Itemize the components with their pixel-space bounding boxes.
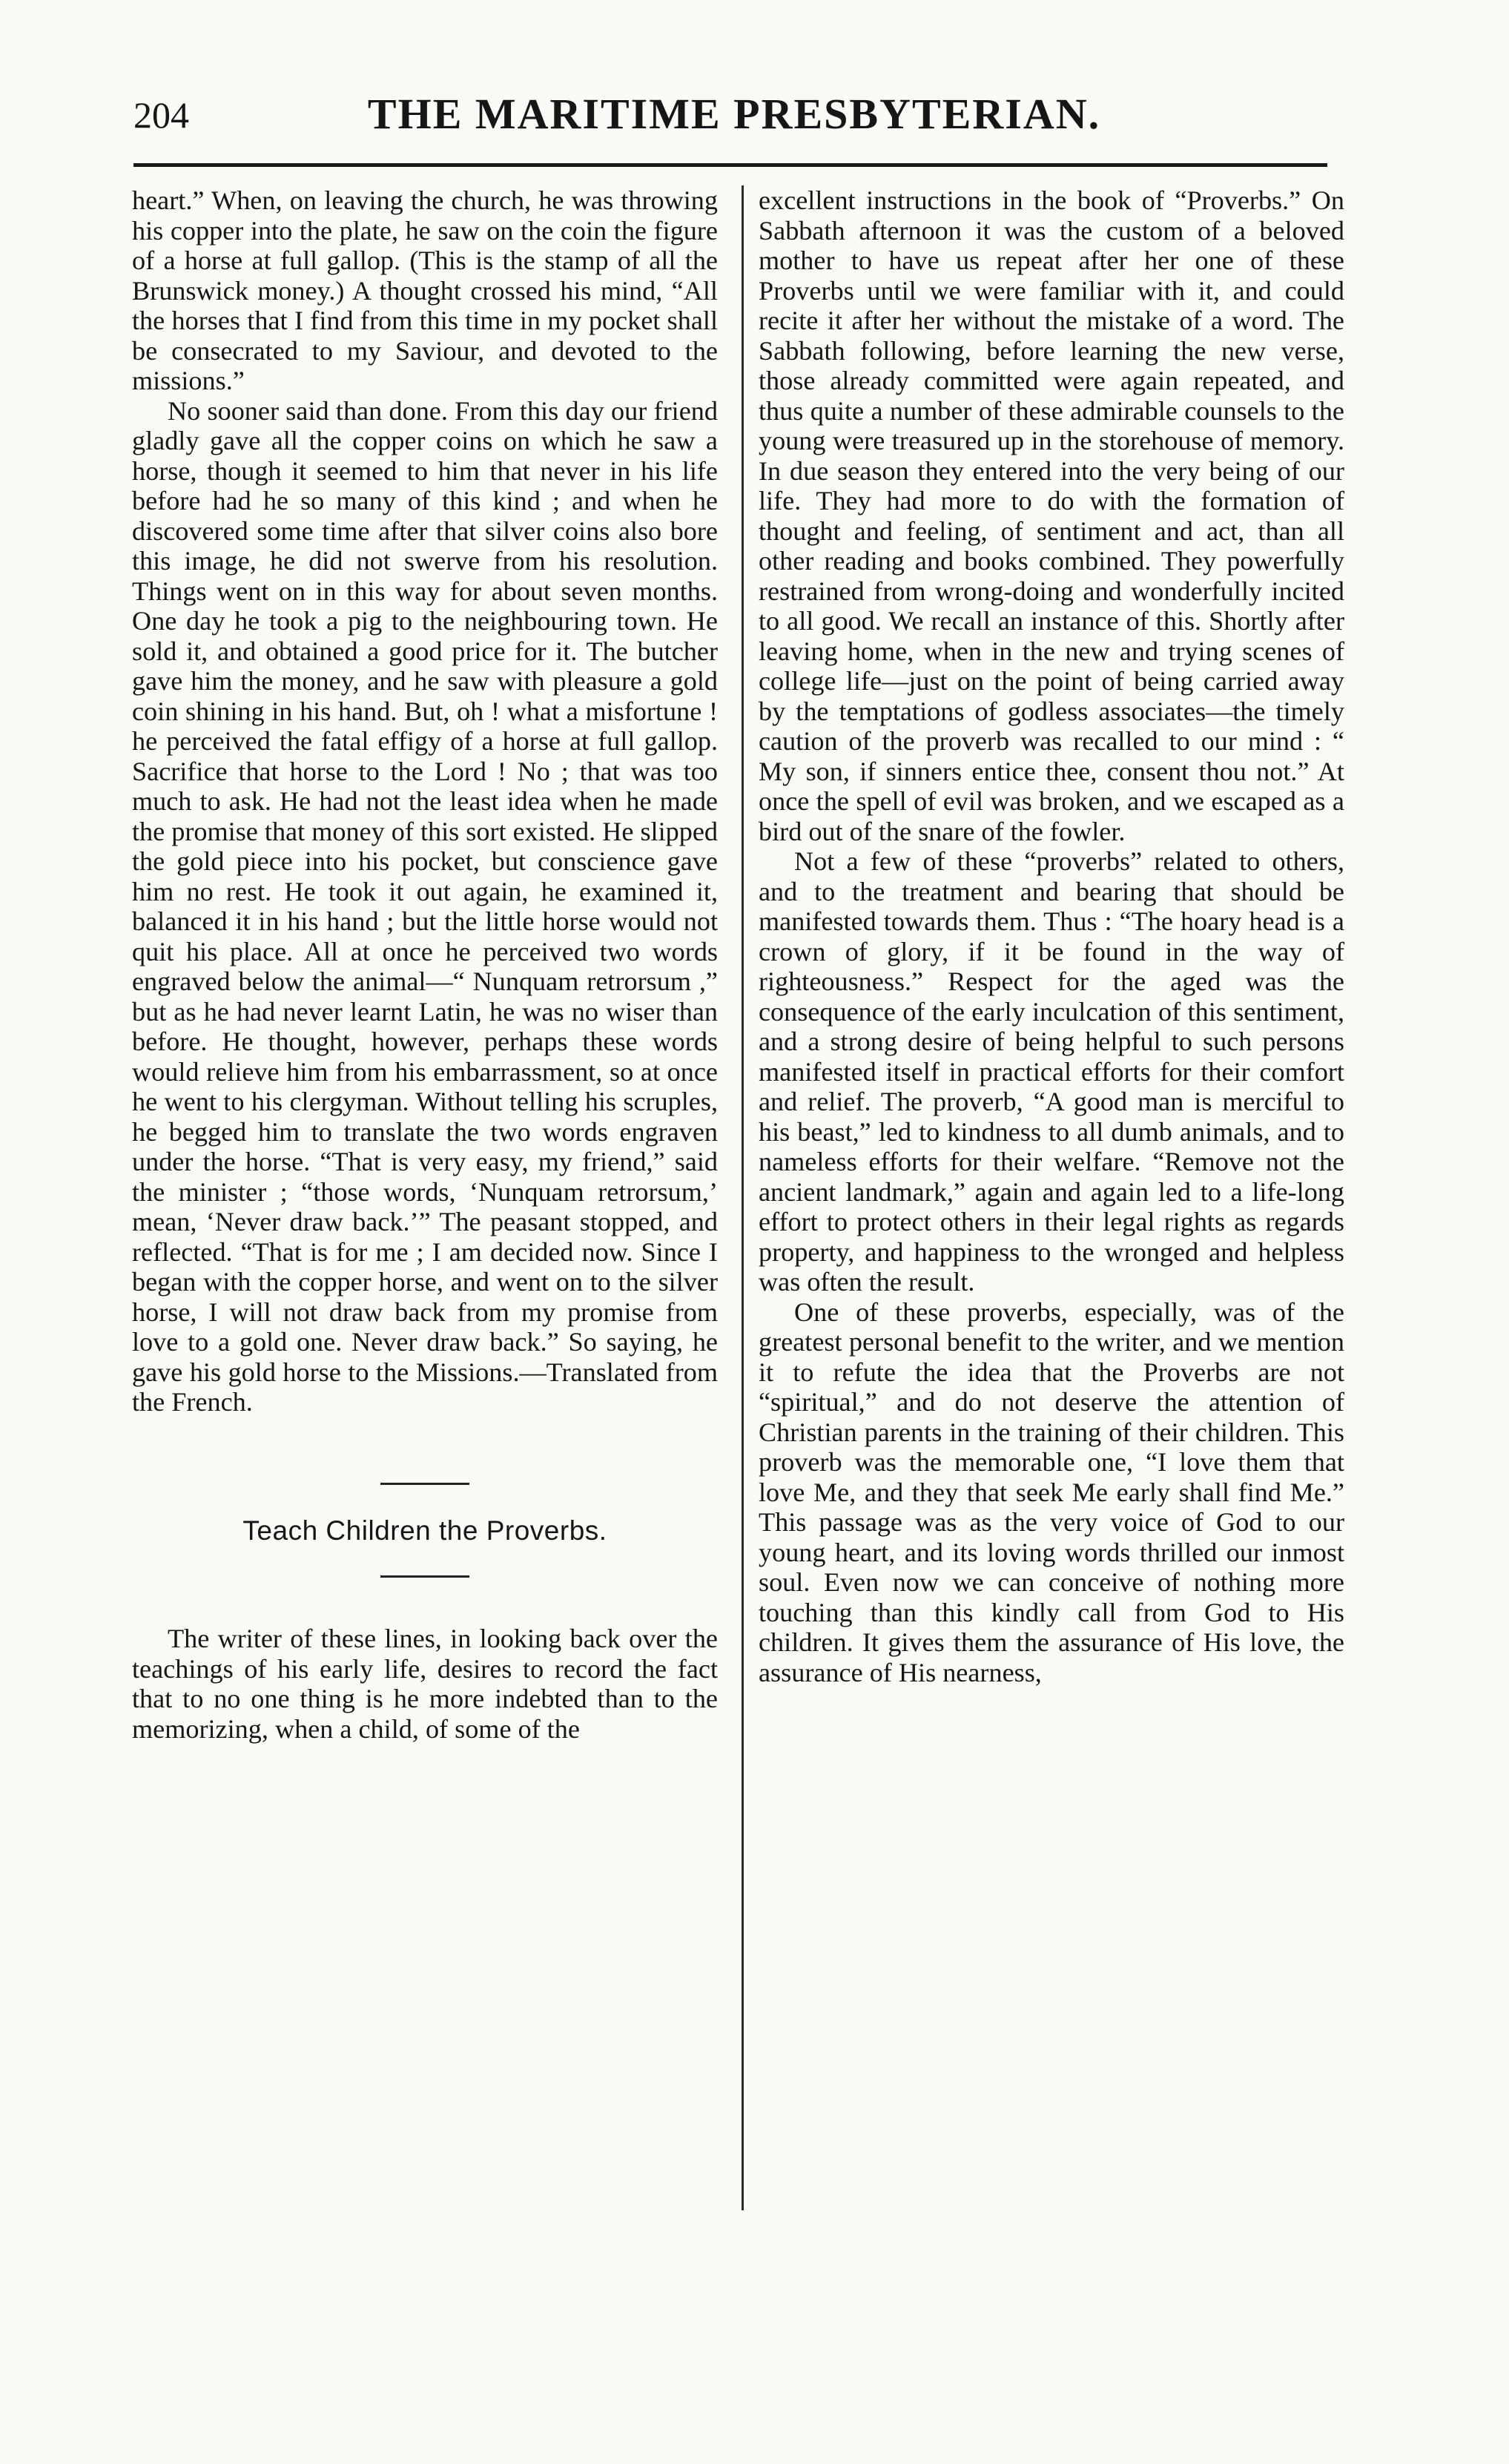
paragraph: excellent instructions in the book of “Proverbs.” On Sabbath afternoon it was the custom of a beloved mother to have us repeat after her one of these Proverbs until we were familiar with it, and could recite it after her without the mistake of a word. The Sabbath following, before learning the new verse, those already committed were again repeated, and thus quite a number of these admirable counsels to the young were treasured up in the storehouse of memory. In due season they entered into the very being of our life. They had more to do with the formation of thought and feeling, of sentiment and act, than all other reading and books combined. They powerfully restrained from wrong-doing and wonderfully incited to all good. We recall an instance of this. Shortly after leaving home, when in the new and trying scenes of college life—just on the point of being carried away by the temptations of godless associates—the timely caution of the proverb was recalled to our mind : “ My son, if sinners entice thee, consent thou not.” At once the spell of evil was broken, and we escaped as a bird out of the snare of the fowler. bbox=[759, 185, 1344, 846]
running-title: THE MARITIME PRESBYTERIAN. bbox=[367, 90, 1101, 138]
paragraph: One of these proverbs, especially, was of the greatest personal benefit to the writer, and we mention it to refute the idea that the Proverbs are not “spiritual,” and do not deserve the attention of Christian parents in the training of their children. This proverb was the memorable one, “I love them that love Me, and they that seek Me early shall find Me.” This passage was as the very voice of God to our young heart, and its loving words thrilled our inmost soul. Even now we can conceive of nothing more touching than this kindly call from God to His children. It gives them the assurance of His love, the assurance of His nearness, bbox=[759, 1297, 1344, 1687]
right-column bbox=[759, 185, 1344, 1687]
page-number: 204 bbox=[133, 94, 189, 136]
paragraph: No sooner said than done. From this day our friend gladly gave all the copper coins on which he saw a horse, though it seemed to him that never in his life before had he so many of this kind ; and when he discovered some time after that silver coins also bore this image, he did not swerve from his resolution. Things went on in this way for about seven months. One day he took a pig to the neighbouring town. He sold it, and obtained a good price for it. The butcher gave him the money, and he saw with pleasure a gold coin shining in his hand. But, oh ! what a misfortune ! he perceived the fatal effigy of a horse at full gallop. Sacrifice that horse to the Lord ! No ; that was too much to ask. He had not the least idea when he made the promise that money of this sort existed. He slipped the gold piece into his pocket, but conscience gave him no rest. He took it out again, he examined it, balanced it in his hand ; but the little horse would not quit his place. All at once he perceived two words engraved below the animal—“ Nunquam retrorsum ,” but as he had never learnt Latin, he was no wiser than before. He thought, however, perhaps these words would relieve him from his embarrassment, so at once he went to his clergyman. Without telling his scruples, he begged him to translate the two words engraven under the horse. “That is very easy, my friend,” said the minister ; “those words, ‘Nunquam retrorsum,’ mean, ‘Never draw back.’” The peasant stopped, and reflected. “That is for me ; I am decided now. Since I began with the copper horse, and went on to the silver horse, I will not draw back from my promise from love to a gold one. Never draw back.” So saying, he gave his gold horse to the Missions.—Translated from the French. bbox=[132, 395, 718, 1417]
page-header bbox=[133, 89, 1335, 148]
section-heading: Teach Children the Proverbs. bbox=[242, 1515, 607, 1546]
left-column bbox=[132, 185, 718, 1744]
header-rule bbox=[133, 163, 1327, 167]
paragraph: The writer of these lines, in looking back over the teachings of his early life, desires to record the fact that to no one thing is he more indebted than to the memorizing, when a child, of some of the bbox=[132, 1624, 718, 1744]
paragraph: heart.” When, on leaving the church, he was throwing his copper into the plate, he saw on the coin the figure of a horse at full gallop. (This is the stamp of all the Brunswick money.) A thought crossed his mind, “All the horses that I find from this time in my pocket shall be consecrated to my Saviour, and devoted to the missions.” bbox=[132, 185, 718, 395]
paragraph: Not a few of these “proverbs” related to others, and to the treatment and bearing that should be manifested towards them. Thus : “The hoary head is a crown of glory, if it be found in the way of righteousness.” Respect for the aged was the consequence of the early inculcation of this sentiment, and a strong desire of being helpful to such persons manifested itself in practical efforts for their comfort and relief. The proverb, “A good man is merciful to his beast,” led to kindness to all dumb animals, and to nameless efforts for their welfare. “Remove not the ancient landmark,” again and again led to a life-long effort to protect others in their legal rights as regards property, and happiness to the wronged and helpless was often the result. bbox=[759, 846, 1344, 1297]
section-rule bbox=[380, 1575, 469, 1578]
section-rule bbox=[380, 1483, 469, 1485]
column-divider bbox=[742, 185, 744, 2210]
